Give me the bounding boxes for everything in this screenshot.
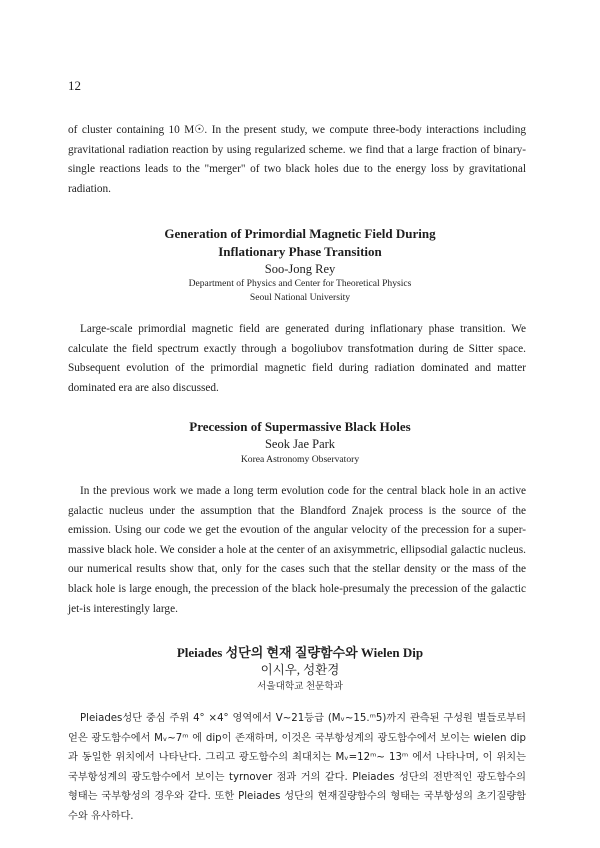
page-number: 12	[68, 78, 81, 93]
abstract-2-body: In the previous work we made a long term evolution code for the central black hole in an active galactic nucleus under the assumption that the Blandford Znajek process is the source of the emission. Using our code we get the evoution of the angular velocity of the precession for a super-massive black hole. We consider a hole at the center of an axisymmetric, ellipsodial galactic nucleus. our numerical results show that, only for the cases such that the stellar density or the mass of the black hole is large enough, the precession of the black hole-presumaly the precession of the galactic jet-is interestingly large.	[68, 485, 526, 615]
abstract-2-affiliation: Korea Astronomy Observatory	[240, 454, 360, 465]
abstract-1-title-line1: Generation of Primordial Magnetic Field During	[164, 226, 436, 241]
abstract-3-title: Pleiades 성단의 현재 질량함수와 Wielen Dip	[176, 645, 424, 660]
abstract-3-affiliation: 서울대학교 천문학과	[257, 681, 343, 692]
abstract-1-affiliation-line1: Department of Physics and Center for Theoretical Physics	[188, 278, 412, 289]
abstract-1-affiliation-line2: Seoul National University	[249, 292, 351, 303]
abstract-1-title-line2: Inflationary Phase Transition	[218, 244, 382, 259]
abstract-3-body: Pleiades성단 중심 주위 4° ×4° 영역에서 V~21등급 (Mᵥ~15.ᵐ5)까지 관측된 구성원 별들로부터 얻은 광도함수에서 Mᵥ~7ᵐ 에 dip이 존재하며, 이것은 국부항성계의 광도함수에서 보이는 wielen dip과 동일한 위치에서 나타난다. 그리고 광도함수의 최대치는 Mᵥ=12ᵐ~ 13ᵐ 에서 나타나며, 이 위치는 국부항성계의 광도함수에서 보이는 tyrnover 점과 거의 같다. Pleiades 성단의 전반적인 광도함수의 형태는 국부항성의 경우와 같다. 또한 Pleiades 성단의 현재질량함수의 형태는 국부항성의 초기질량함수와 유사하다.	[68, 713, 526, 822]
abstract-3-author: 이시우, 성환경	[260, 663, 340, 677]
abstract-2-author: Seok Jae Park	[264, 437, 336, 451]
abstract-2-title: Precession of Supermassive Black Holes	[189, 419, 411, 434]
abstract-1-author: Soo-Jong Rey	[264, 262, 336, 276]
abstract-1-body: Large-scale primordial magnetic field are generated during inflationary phase transition. We calculate the field spectrum exactly through a bogoliubov transfotmation during de Sitter space. Subsequent evolution of the primordial magnetic field during radiation dominated and matter dominated era are also discussed.	[68, 323, 526, 394]
continuation-paragraph: of cluster containing 10 M☉. In the present study, we compute three-body interactions including gravitational radiation reaction by using regularized scheme. we find that a large fraction of binary-single reactions leads to the "merger" of two black holes due to the energy loss by gravitational radiation.	[68, 124, 526, 195]
